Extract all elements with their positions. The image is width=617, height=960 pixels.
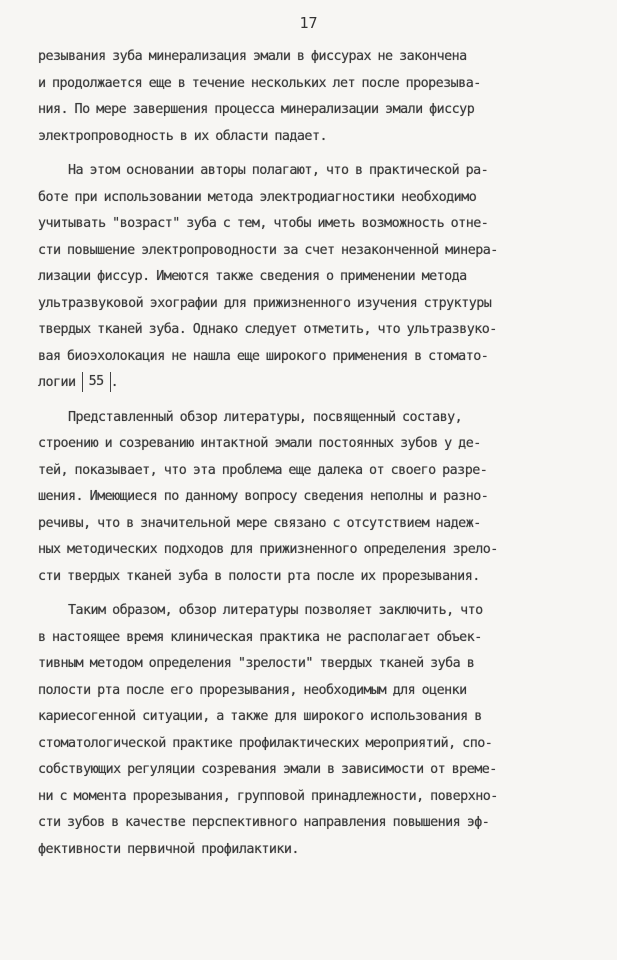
text-line: Представленный обзор литературы, посвященный составу, bbox=[68, 409, 463, 425]
page-number: 17 bbox=[299, 14, 318, 32]
text-line: речивы, что в значительной мере связано с отсутствием надеж- bbox=[38, 515, 481, 531]
paragraph-4 bbox=[38, 598, 586, 863]
text-line: кариесогенной ситуации, а также для широкого использования в bbox=[38, 709, 482, 724]
text-line: тивным методом определения "зрелости" твердых тканей зуба в bbox=[38, 656, 475, 671]
text-line: сти зубов в качестве перспективного направления повышения эф- bbox=[38, 815, 490, 830]
text-line: На этом основании авторы полагают, что в практической ра- bbox=[68, 163, 489, 178]
paragraph-2 bbox=[38, 158, 586, 397]
reference-tail: . bbox=[110, 375, 119, 390]
text-line: и продолжается еще в течение нескольких лет после прорезыва- bbox=[38, 75, 481, 91]
text-line: стоматологической практике профилактических мероприятий, спо- bbox=[38, 735, 493, 751]
body-text bbox=[38, 44, 586, 863]
text-line: тей, показывает, что эта проблема еще далека от своего разре- bbox=[38, 462, 488, 478]
text-line: строению и созреванию интактной эмали постоянных зубов у де- bbox=[38, 436, 481, 451]
text-line: твердых тканей зуба. Однако следует отметить, что ультразвуко- bbox=[38, 322, 497, 337]
text-line: вая биоэхолокация не нашла еще широкого применения в стомато- bbox=[38, 348, 489, 364]
text-line: электропроводность в их области падает. bbox=[38, 128, 327, 144]
text-line: ни с момента прорезывания, групповой принадлежности, поверхно- bbox=[38, 788, 498, 804]
text-line: резывания зуба минерализация эмали в фиссурах не закончена bbox=[38, 49, 467, 64]
text-line: сти повышение электропроводности за счет незаконченной минера- bbox=[38, 242, 498, 258]
citation-reference: 55 bbox=[82, 372, 111, 392]
text-line: ультразвуковой эхографии для прижизненного изучения структуры bbox=[38, 295, 492, 311]
text-line: сти твердых тканей зуба в полости рта после их прорезывания. bbox=[38, 568, 480, 584]
text-line: в настоящее время клиническая практика не располагает объек- bbox=[38, 629, 482, 645]
paragraph-3 bbox=[38, 405, 586, 591]
text-line: собствующих регуляции созревания эмали в зависимости от време- bbox=[38, 762, 497, 777]
text-line: полости рта после его прорезывания, необходимым для оценки bbox=[38, 682, 467, 698]
text-fragment: логии bbox=[38, 375, 76, 390]
text-line-with-reference bbox=[38, 370, 586, 397]
paragraph-1 bbox=[38, 44, 586, 150]
text-line: лизации фиссур. Имеются также сведения о применении метода bbox=[38, 269, 467, 284]
text-line: фективности первичной профилактики. bbox=[38, 841, 299, 857]
text-line: Таким образом, обзор литературы позволяет заключить, что bbox=[68, 603, 483, 618]
text-line: учитывать "возраст" зуба с тем, чтобы иметь возможность отне- bbox=[38, 216, 489, 231]
text-line: ния. По мере завершения процесса минерализации эмали фиссур bbox=[38, 102, 475, 117]
text-line: ных методических подходов для прижизненного определения зрело- bbox=[38, 542, 498, 557]
text-line: шения. Имеющиеся по данному вопросу сведения неполны и разно- bbox=[38, 489, 489, 504]
text-line: боте при использовании метода электродиагностики необходимо bbox=[38, 189, 477, 205]
